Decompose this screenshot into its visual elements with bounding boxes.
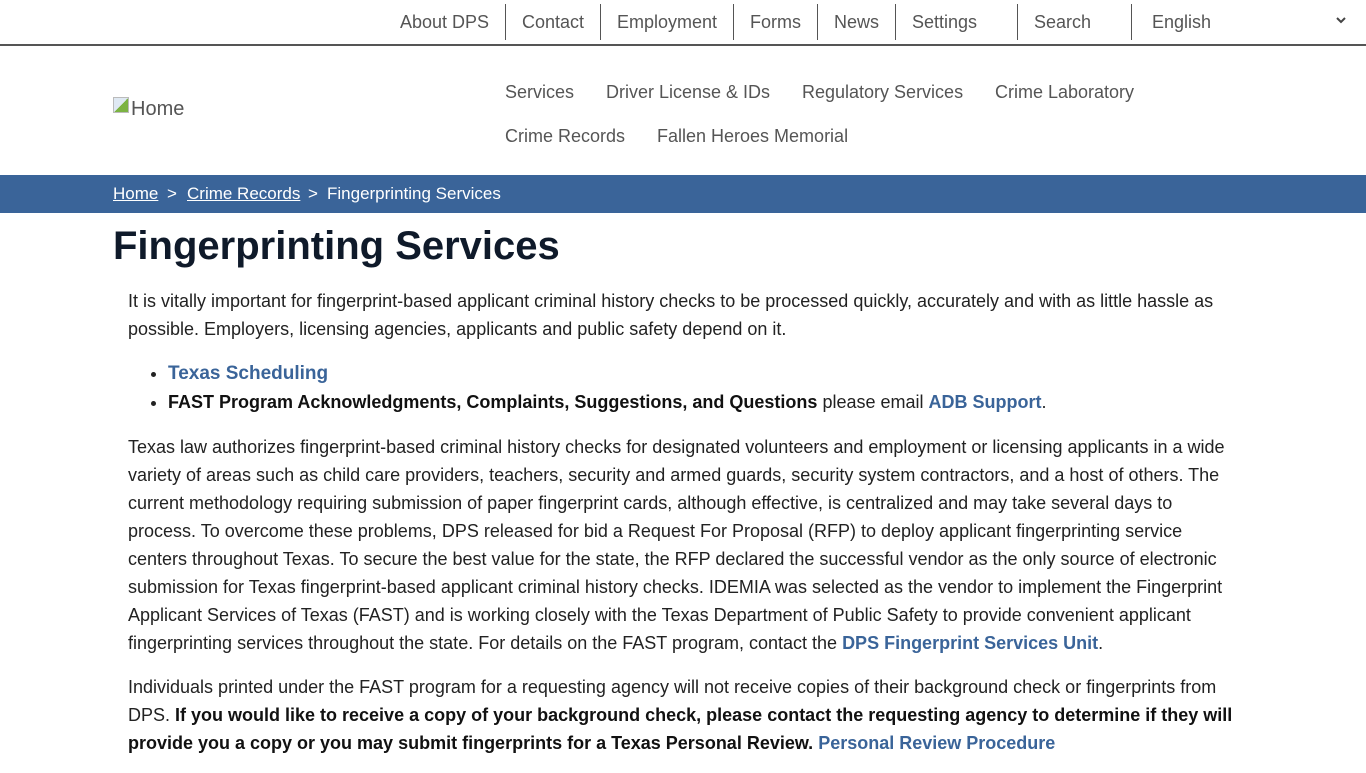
static-text: . [1098,633,1104,653]
chevron-down-icon [1336,12,1346,27]
language-select[interactable] [1132,0,1358,44]
adb-support-link[interactable]: ADB Support [928,392,1042,412]
divider [817,4,818,40]
static-text: Texas law authorizes fingerprint-based criminal history checks for designated volunteers and employment or licensing applicants in a wide variety of areas such as child care providers, teachers, security and armed guards, security system contractors, and a host of others. The current methodology requiring submission of paper fingerprint cards, although effective, is centralized and may take several days to process. To overcome these problems, DPS released for bid a Request For Proposal (RFP) to deploy applicant fingerprinting service centers throughout Texas. To secure the best value for the state, the RFP declared the successful vendor as the only source of electronic submission for Texas fingerprint-based applicant criminal history checks. IDEMIA was selected as the vendor to implement the Fingerprint Applicant Services of Texas (FAST) and is working closely with the Texas Department of Public Safety to provide convenient applicant fingerprinting services throughout the state. For details on the FAST program, contact the [128,437,1225,653]
divider [895,4,896,40]
search-button[interactable]: Search [1034,12,1092,32]
home-logo-link[interactable] [113,98,184,121]
personal-review-paragraph [128,673,1238,757]
nav-driver-license-ids[interactable]: Driver License & IDs [606,82,771,102]
divider [1017,4,1018,40]
logo-alt-text: Home [131,98,185,120]
personal-review-procedure-link[interactable]: Personal Review Procedure [818,733,1056,753]
utility-link-forms[interactable]: Forms [750,12,801,32]
fast-program-label: FAST Program Acknowledgments, Complaints, Suggestions, and Questions [168,392,818,412]
links-list [168,359,1238,417]
static-text: Individuals printed under the FAST program for a requesting agency will not receive copies of their background check or fingerprints from DPS. [128,677,1217,725]
page-title: Fingerprinting Services [113,224,560,268]
breadcrumb-home[interactable]: Home [113,184,159,203]
divider [600,4,601,40]
nav-regulatory-services[interactable]: Regulatory Services [802,82,964,102]
list-item [168,388,1238,417]
broken-image-icon [113,97,129,113]
divider [733,4,734,40]
breadcrumb-separator: > [308,184,318,203]
breadcrumb-crime-records[interactable]: Crime Records [187,184,301,203]
breadcrumb [0,175,1366,213]
static-text: please email [817,392,929,412]
language-selected: English [1152,12,1212,32]
nav-crime-records[interactable]: Crime Records [505,126,626,146]
utility-link-contact[interactable]: Contact [522,12,585,32]
breadcrumb-separator: > [167,184,177,203]
utility-nav [0,0,1366,46]
utility-link-news[interactable]: News [834,12,880,32]
dps-fingerprint-services-unit-link[interactable]: DPS Fingerprint Services Unit [842,633,1099,653]
fast-program-paragraph [128,433,1238,657]
nav-services[interactable]: Services [505,82,575,102]
main-content [128,287,1238,773]
intro-paragraph: It is vitally important for fingerprint-based applicant criminal history checks to be processed quickly, accurately and with as little hassle as possible. Employers, licensing agencies, applicants and public safety depend on it. [128,291,1214,339]
texas-scheduling-link[interactable]: Texas Scheduling [168,363,329,384]
utility-link-about-dps[interactable]: About DPS [400,12,490,32]
divider [505,4,506,40]
static-text: . [1041,392,1047,412]
breadcrumb-current: Fingerprinting Services [327,184,501,203]
nav-crime-laboratory[interactable]: Crime Laboratory [995,82,1135,102]
nav-fallen-heroes-memorial[interactable]: Fallen Heroes Memorial [657,126,849,146]
utility-link-settings[interactable]: Settings [912,12,978,32]
utility-link-employment[interactable]: Employment [617,12,718,32]
list-item [168,359,1238,388]
personal-review-note: If you would like to receive a copy of your background check, please contact the requesting agency to determine if they will provide you a copy or you may submit fingerprints for a Texas Personal Review. [128,705,1233,753]
